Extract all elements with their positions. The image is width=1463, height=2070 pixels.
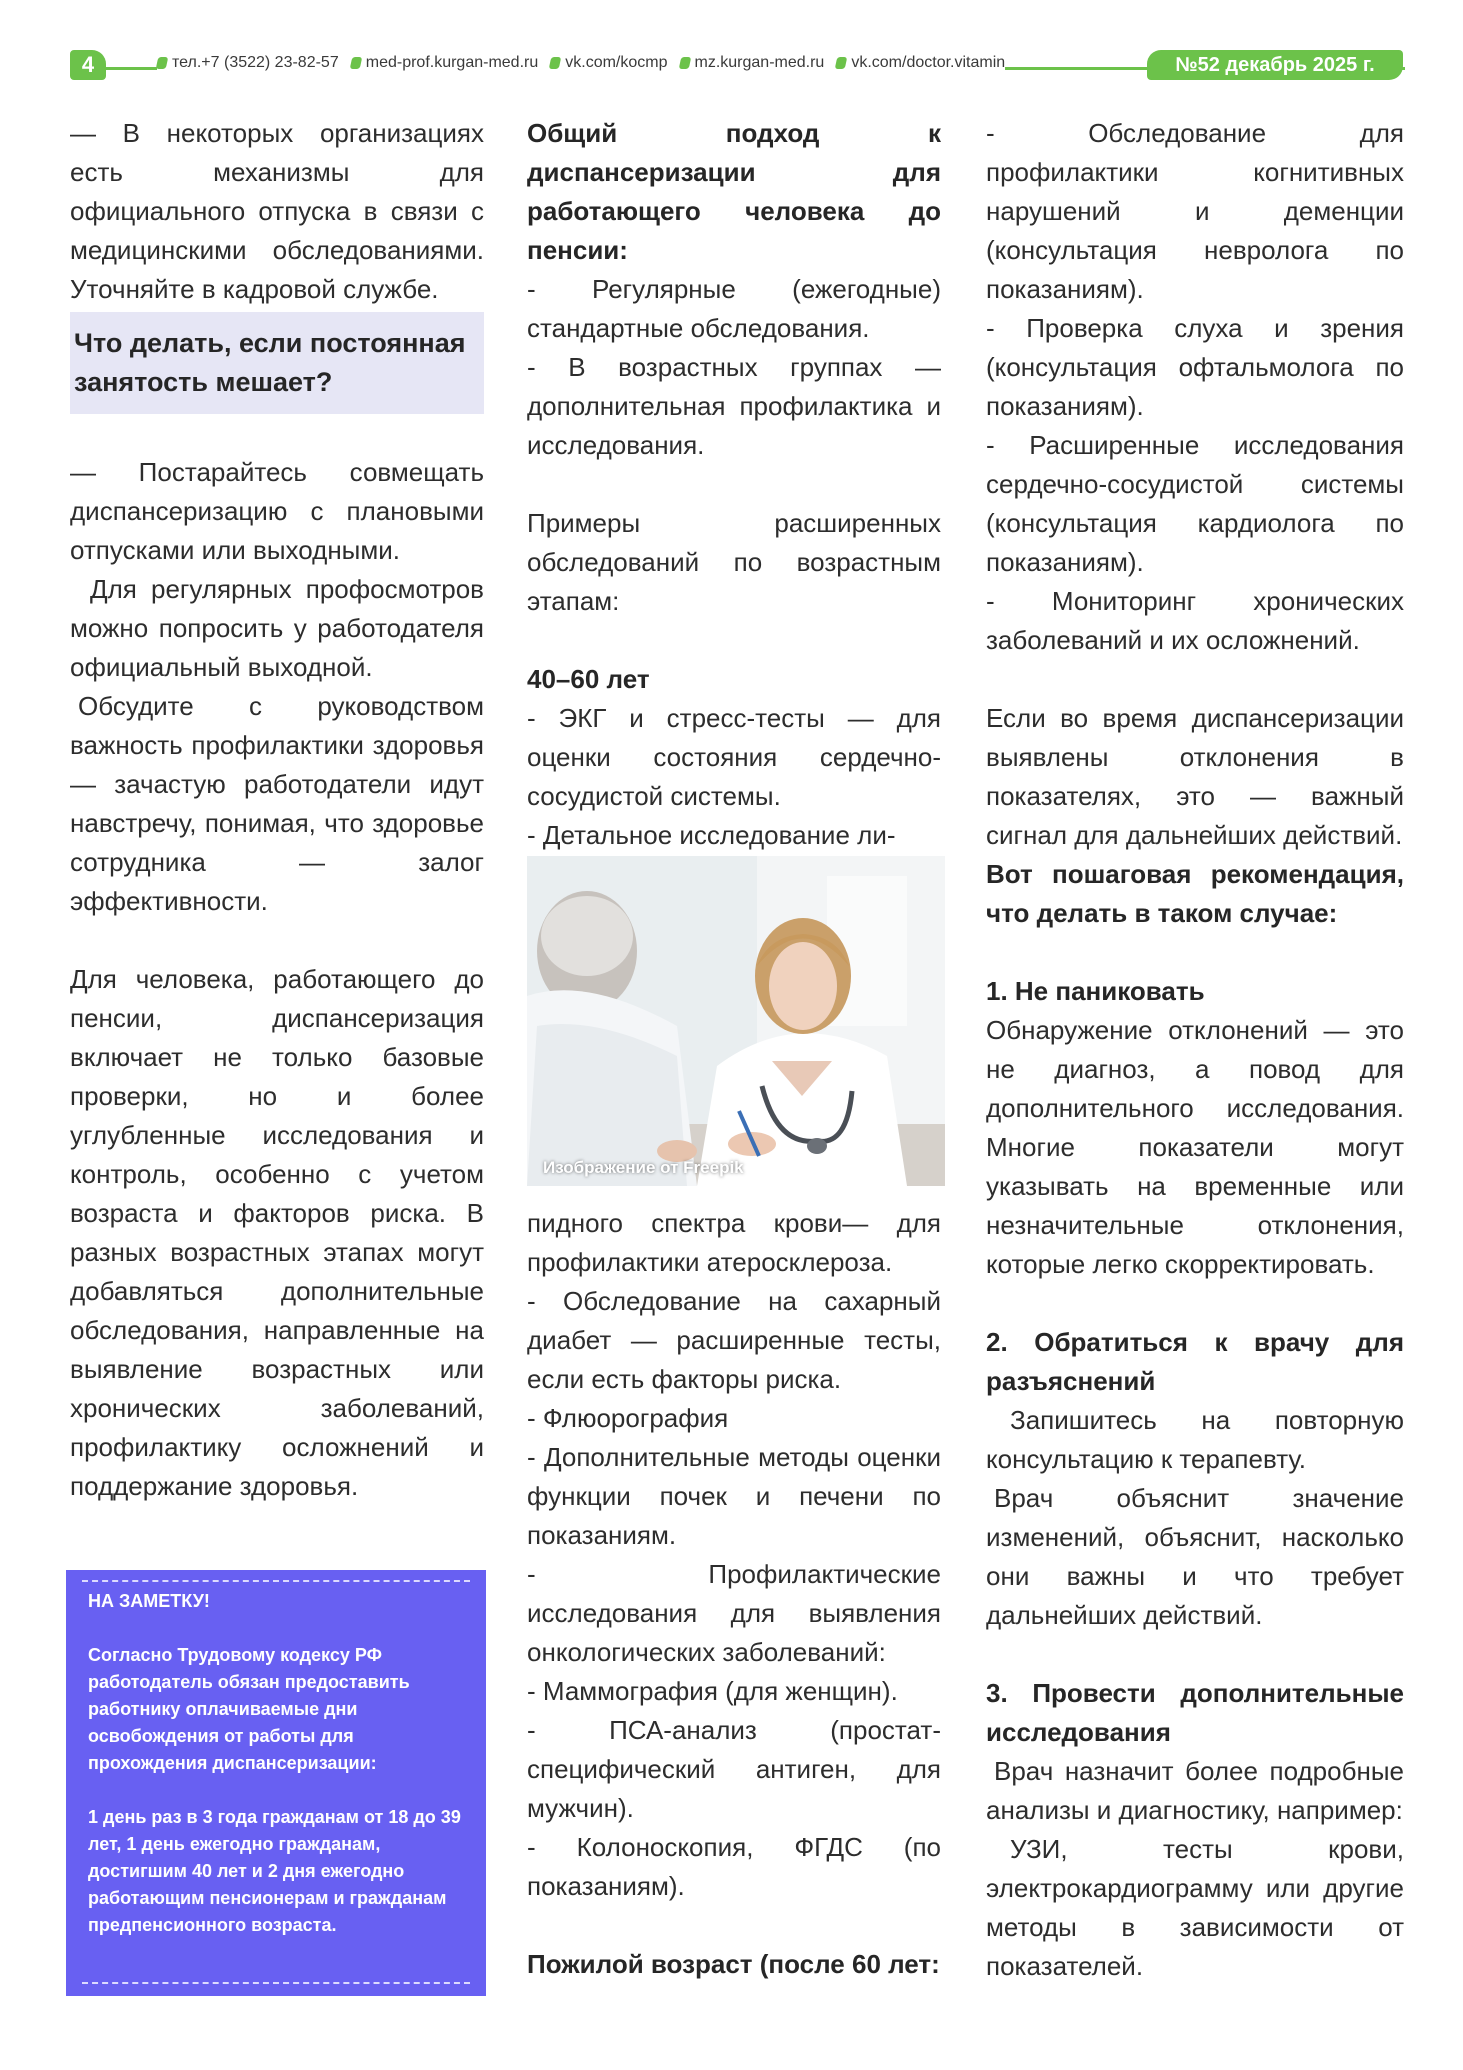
contact-phone: тел.+7 (3522) 23-82-57: [157, 54, 339, 72]
leaf-bullet-icon: [349, 57, 362, 69]
age-heading: Пожилой возраст (после 60 лет:: [527, 1949, 940, 1979]
leaf-bullet-icon: [549, 57, 562, 69]
contact-link[interactable]: med-prof.kurgan-med.ru: [351, 54, 539, 72]
dashed-divider: [82, 1982, 470, 1984]
paragraph-bold: Вот пошаговая рекомендация, что делать в таком случае:: [986, 859, 1404, 928]
highlight-heading: Что делать, если постоянная занятость мешает?: [70, 312, 484, 414]
list-item: - Флюорография: [527, 1403, 729, 1433]
column-2: [527, 114, 941, 855]
column-3: [986, 114, 1404, 1986]
photo-illustration: [527, 856, 945, 1186]
column-2-continued: [527, 1204, 941, 1984]
step-text: Обнаружение отклонений — это не диагноз, а повод для дополнительного исследования. Многие показатели могут указывать на временные или незначительные отклонения, которые легко скорректировать.: [986, 1015, 1404, 1279]
paragraph: Если во время диспансеризации выявлены отклонения в показателях, это — важный сигнал для дальнейших действий.: [986, 703, 1404, 850]
dashed-divider: [82, 1580, 470, 1582]
contact-link[interactable]: vk.com/doctor.vitamin: [836, 54, 1005, 72]
list-item: - Обследование на сахарный диабет — расширенные тесты, если есть факторы риска.: [527, 1286, 941, 1394]
leaf-bullet-icon: [678, 57, 691, 69]
step-title: 3. Провести дополнительные исследования: [986, 1678, 1404, 1747]
photo-credit: Изображение от Freepik: [543, 1158, 744, 1177]
list-item: - Детальное исследование ли-: [527, 820, 896, 850]
paragraph: — Постарайтесь совмещать диспансеризацию с плановыми отпусками или выходными.: [70, 457, 484, 565]
list-item: - Профилактические исследования для выявления онкологических заболеваний:: [527, 1559, 941, 1667]
note-text: Согласно Трудовому кодексу РФ работодатель обязан предоставить работнику оплачиваемые дни освобождения от работы для прохождения диспансеризации:: [88, 1645, 410, 1773]
page-number: 4: [70, 50, 106, 80]
list-item: - ЭКГ и стресс-тесты — для оценки состояния сердечно-сосудистой системы.: [527, 703, 941, 811]
list-item: - Расширенные исследования сердечно-сосудистой системы (консультация кардиолога по показаниям).: [986, 430, 1404, 577]
note-title: НА ЗАМЕТКУ!: [88, 1591, 210, 1611]
leaf-bullet-icon: [835, 57, 848, 69]
note-text: 1 день раз в 3 года гражданам от 18 до 39 лет, 1 день ежегодно гражданам, достигшим 40 лет и 2 дня ежегодно работающим пенсионерам и гражданам предпенсионного возраста.: [88, 1807, 461, 1935]
list-item: пидного спектра крови— для профилактики атеросклероза.: [527, 1208, 941, 1277]
issue-badge: №52 декабрь 2025 г.: [1147, 50, 1403, 80]
age-heading: 40–60 лет: [527, 664, 650, 694]
list-item: - Дополнительные методы оценки функции почек и печени по показаниям.: [527, 1442, 941, 1550]
step-text: УЗИ, тесты крови, электрокардиограмму или другие методы в зависимости от показателей.: [986, 1834, 1404, 1981]
paragraph: Для регулярных профосмотров можно попросить у работодателя официальный выходной.: [70, 574, 484, 682]
list-item: - ПСА-анализ (простат-специфический антиген, для мужчин).: [527, 1715, 941, 1823]
step-text: Запишитесь на повторную консультацию к терапевту.: [986, 1405, 1404, 1474]
list-item: - Проверка слуха и зрения (консультация офтальмолога по показаниям).: [986, 313, 1404, 421]
contact-link[interactable]: mz.kurgan-med.ru: [680, 54, 825, 72]
column-1: [70, 114, 484, 1506]
paragraph: — В некоторых организациях есть механизмы для официального отпуска в связи с медицинскими обследованиями. Уточняйте в кадровой службе.: [70, 118, 484, 304]
note-box: [66, 1570, 486, 1996]
paragraph: Обсудите с руководством важность профилактики здоровья — зачастую работодатели идут навстречу, понимая, что здоровье сотрудника — залог эффективности.: [70, 691, 484, 916]
paragraph: Для человека, работающего до пенсии, диспансеризация включает не только базовые проверки, но и более углубленные исследования и контроль, особенно с учетом возраста и факторов риска. В разных возрастных этапах могут добавляться дополнительные обследования, направленные на выявление возрастных или хронических заболеваний, профилактику осложнений и поддержание здоровья.: [70, 964, 484, 1501]
list-item: - Обследование для профилактики когнитивных нарушений и деменции (консультация невролога по показаниям).: [986, 118, 1404, 304]
list-item: - Мониторинг хронических заболеваний и их осложнений.: [986, 586, 1404, 655]
header-contacts: [157, 52, 1005, 74]
step-title: 2. Обратиться к врачу для разъяснений: [986, 1327, 1404, 1396]
paragraph: Примеры расширенных обследований по возрастным этапам:: [527, 508, 941, 616]
list-item: - Регулярные (ежегодные) стандартные обследования.: [527, 274, 941, 343]
list-item: - Колоноскопия, ФГДС (по показаниям).: [527, 1832, 941, 1901]
step-title: 1. Не паниковать: [986, 976, 1205, 1006]
list-item: - Маммография (для женщин).: [527, 1676, 898, 1706]
list-item: - В возрастных группах — дополнительная профилактика и исследования.: [527, 352, 941, 460]
leaf-bullet-icon: [156, 57, 169, 69]
contact-link[interactable]: vk.com/kocmp: [550, 54, 667, 72]
step-text: Врач объяснит значение изменений, объяснит, насколько они важны и что требует дальнейших действий.: [986, 1483, 1404, 1630]
section-heading: Общий подход к диспансеризации для работающего человека до пенсии:: [527, 118, 941, 265]
doctor-patient-photo: [527, 856, 945, 1186]
step-text: Врач назначит более подробные анализы и диагностику, например:: [986, 1756, 1404, 1825]
